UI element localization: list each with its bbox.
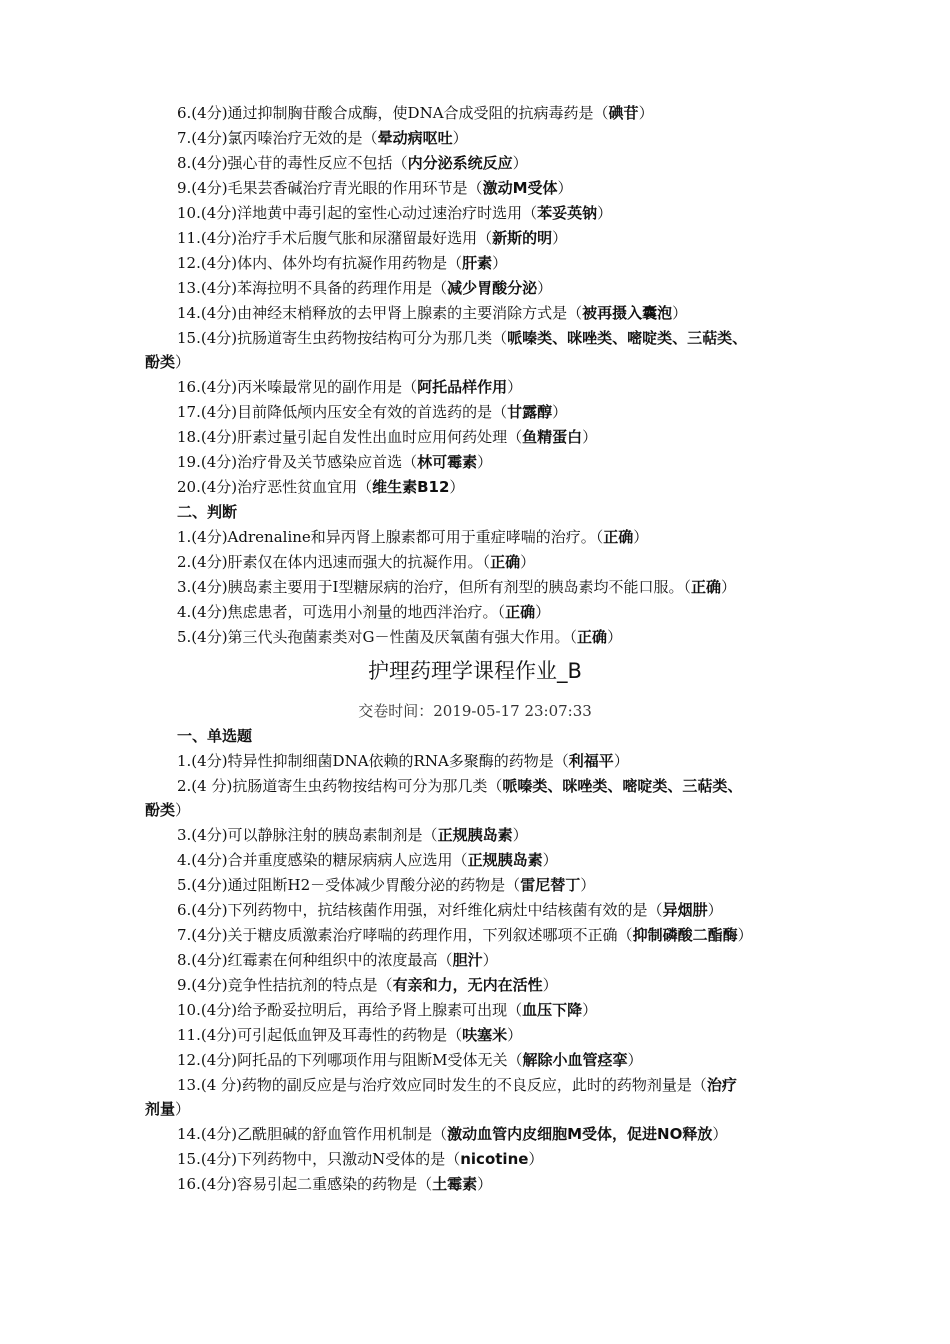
question-line-continued: 酚类） <box>145 353 191 371</box>
section-heading-judge: 二、判断 <box>177 503 238 521</box>
question-line: 9.(4分)竞争性拮抗剂的特点是（有亲和力，无内在活性） <box>177 976 558 994</box>
question-line: 5.(4分)第三代头孢菌素类对G－性菌及厌氧菌有强大作用。（正确） <box>177 628 623 646</box>
question-line: 6.(4分)通过抑制胸苷酸合成酶，使DNA合成受阻的抗病毒药是（碘苷） <box>177 104 654 122</box>
question-line: 9.(4分)毛果芸香碱治疗青光眼的作用环节是（激动M受体） <box>177 179 573 197</box>
question-line: 6.(4分)下列药物中，抗结核菌作用强，对纤维化病灶中结核菌有效的是（异烟肼） <box>177 901 723 919</box>
question-line: 2.(4分)肝素仅在体内迅速而强大的抗凝作用。（正确） <box>177 553 536 571</box>
question-line: 1.(4分)Adrenaline和异丙肾上腺素都可用于重症哮喘的治疗。（正确） <box>177 528 649 546</box>
question-line-continued: 酚类） <box>145 801 191 819</box>
question-line: 4.(4分)合并重度感染的糖尿病病人应选用（正规胰岛素） <box>177 851 558 869</box>
question-line-continued: 剂量） <box>145 1100 191 1118</box>
question-line: 14.(4分)由神经末梢释放的去甲肾上腺素的主要消除方式是（被再摄入囊泡） <box>177 304 688 322</box>
question-line: 11.(4分)治疗手术后腹气胀和尿潴留最好选用（新斯的明） <box>177 229 568 247</box>
section-heading-choice: 一、单选题 <box>177 727 253 745</box>
question-line: 17.(4分)目前降低颅内压安全有效的首选药的是（甘露醇） <box>177 403 568 421</box>
question-line: 1.(4分)特异性抑制细菌DNA依赖的RNA多聚酶的药物是（利福平） <box>177 752 629 770</box>
question-line: 13.(4分)苯海拉明不具备的药理作用是（减少胃酸分泌） <box>177 279 553 297</box>
question-line: 16.(4分)丙米嗪最常见的副作用是（阿托品样作用） <box>177 378 523 396</box>
question-line: 13.(4 分)药物的副反应是与治疗效应同时发生的不良反应，此时的药物剂量是（治疗 <box>177 1076 737 1094</box>
question-line: 19.(4分)治疗骨及关节感染应首选（林可霉素） <box>177 453 493 471</box>
question-line: 5.(4分)通过阻断H2－受体减少胃酸分泌的药物是（雷尼替丁） <box>177 876 596 894</box>
question-line: 18.(4分)肝素过量引起自发性出血时应用何药处理（鱼精蛋白） <box>177 428 598 446</box>
question-line: 15.(4分)下列药物中，只激动N受体的是（nicotine） <box>177 1150 544 1168</box>
submit-time: 交卷时间：2019-05-17 23:07:33 <box>358 702 592 720</box>
question-line: 2.(4 分)抗肠道寄生虫药物按结构可分为那几类（哌嗪类、咪唑类、嘧啶类、三萜类、 <box>177 777 743 795</box>
question-line: 7.(4分)关于糖皮质激素治疗哮喘的药理作用，下列叙述哪项不正确（抑制磷酸二酯酶） <box>177 926 753 944</box>
question-line: 20.(4分)治疗恶性贫血宜用（维生素B12） <box>177 478 465 496</box>
question-line: 10.(4分)给予酚妥拉明后，再给予肾上腺素可出现（血压下降） <box>177 1001 598 1019</box>
question-line: 11.(4分)可引起低血钾及耳毒性的药物是（呋塞米） <box>177 1026 523 1044</box>
question-line: 7.(4分)氯丙嗪治疗无效的是（晕动病呕吐） <box>177 129 468 147</box>
question-line: 10.(4分)洋地黄中毒引起的室性心动过速治疗时选用（苯妥英钠） <box>177 204 613 222</box>
question-line: 4.(4分)焦虑患者，可选用小剂量的地西泮治疗。（正确） <box>177 603 551 621</box>
question-line: 12.(4分)阿托品的下列哪项作用与阻断M受体无关（解除小血管痉挛） <box>177 1051 643 1069</box>
document-title: 护理药理学课程作业_B <box>368 659 582 683</box>
question-line: 16.(4分)容易引起二重感染的药物是（土霉素） <box>177 1175 493 1193</box>
question-line: 8.(4分)强心苷的毒性反应不包括（内分泌系统反应） <box>177 154 528 172</box>
question-line: 15.(4分)抗肠道寄生虫药物按结构可分为那几类（哌嗪类、咪唑类、嘧啶类、三萜类、 <box>177 329 748 347</box>
question-line: 3.(4分)可以静脉注射的胰岛素制剂是（正规胰岛素） <box>177 826 528 844</box>
question-line: 12.(4分)体内、体外均有抗凝作用药物是（肝素） <box>177 254 508 272</box>
question-line: 8.(4分)红霉素在何种组织中的浓度最高（胆汁） <box>177 951 498 969</box>
question-line: 3.(4分)胰岛素主要用于Ⅰ型糖尿病的治疗，但所有剂型的胰岛素均不能口服。（正确） <box>177 578 737 596</box>
question-line: 14.(4分)乙酰胆碱的舒血管作用机制是（激动血管内皮细胞M受体，促进NO释放） <box>177 1125 728 1143</box>
